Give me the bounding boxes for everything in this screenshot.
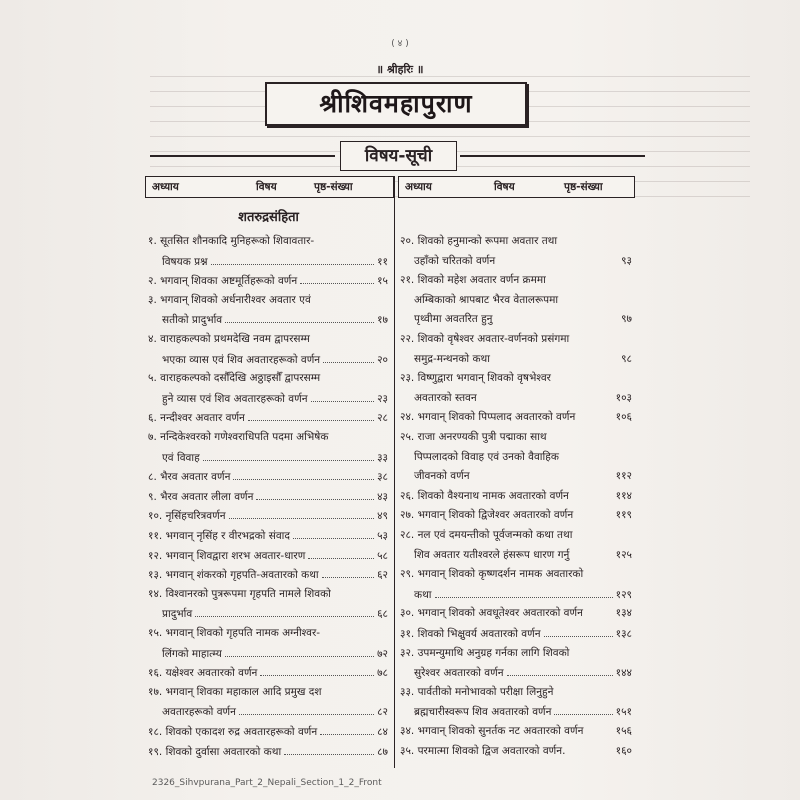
leader-dots: [233, 469, 374, 480]
toc-page-number: १५: [377, 275, 388, 288]
toc-entry-text: प्रादुर्भाव: [162, 608, 193, 621]
leader-dots: [225, 646, 374, 657]
toc-entry-text: लिंगको माहात्म्य: [162, 647, 222, 660]
leader-dots: [211, 254, 375, 265]
toc-line: [148, 312, 388, 330]
toc-line: [400, 293, 632, 311]
toc-page-number: ९३: [621, 254, 632, 267]
toc-line: [400, 254, 632, 272]
toc-entry-text: ११. भगवान् नृसिंह र वीरभद्रको संवाद: [148, 530, 290, 542]
table-header-right: [398, 176, 635, 198]
toc-page-number: ४९: [377, 510, 388, 523]
subtitle-rule-left: [150, 155, 335, 157]
subtitle: विषय-सूची: [340, 141, 457, 171]
toc-line: [400, 489, 632, 507]
toc-entry-text: ९. भैरव अवतार लीला वर्णन: [148, 490, 254, 503]
leader-dots: [496, 312, 619, 322]
leader-dots: [507, 665, 613, 676]
toc-line: [148, 646, 388, 664]
toc-line: [400, 646, 632, 664]
toc-page-number: ९७: [621, 313, 632, 326]
toc-line: [400, 704, 632, 722]
toc-page-number: १६०: [615, 744, 632, 757]
toc-entry-text: ३३. पार्वतीको मनोभावको परीक्षा लिनुहुने: [400, 685, 554, 698]
toc-entry-text: १९. शिवको दुर्वासा अवतारको कथा: [148, 745, 282, 758]
toc-entry-text: सतीको प्रादुर्भाव: [162, 314, 223, 327]
leader-dots: [572, 548, 612, 558]
toc-line: [148, 352, 388, 370]
subtitle-rule-right: [460, 155, 645, 157]
toc-entry-text: २२. शिवको वृषेश्वर अवतार-वर्णनको प्रसंगमा: [400, 333, 570, 345]
toc-page-number: ८२: [377, 706, 388, 719]
toc-page-number: ६२: [377, 569, 388, 582]
toc-line: [148, 371, 388, 389]
leader-dots: [229, 508, 375, 519]
toc-line: [400, 273, 632, 291]
header-subject: विषय: [494, 181, 515, 193]
toc-line: [148, 587, 388, 605]
toc-entry-text: १२. भगवान् शिवद्वारा शरभ अवतार-धारण: [148, 549, 306, 562]
leader-dots: [572, 489, 613, 499]
toc-entry-text: अवतारको स्तवन: [414, 391, 477, 404]
toc-entry-text: २०. शिवको हनुमान्को रूपमा अवतार तथा: [400, 235, 558, 247]
toc-line: [400, 391, 632, 409]
toc-line: [400, 469, 632, 487]
toc-line: [148, 508, 388, 526]
toc-line: [400, 665, 632, 683]
invocation: ॥ श्रीहरिः ॥: [376, 63, 424, 76]
toc-page-number: ११२: [615, 470, 632, 483]
column-divider: [394, 176, 395, 768]
toc-entry-text: ७. नन्दिकेश्वरको गणेश्वराधिपति पदमा अभिषेक: [148, 431, 329, 443]
toc-page-number: ६८: [377, 608, 388, 621]
toc-line: [148, 685, 388, 703]
toc-page-number: २३: [377, 392, 388, 405]
leader-dots: [260, 665, 374, 676]
toc-line: [400, 312, 632, 330]
toc-entry-text: ३५. परमात्मा शिवको द्विज अवतारको वर्णन.: [400, 744, 566, 757]
toc-line: [400, 528, 632, 546]
toc-entry-text: ६. नन्दीश्वर अवतार वर्णन: [148, 412, 245, 425]
section-heading: शतरुद्रसंहिता: [238, 210, 299, 225]
leader-dots: [480, 391, 613, 401]
toc-entry-text: अवतारहरूको वर्णन: [162, 706, 236, 719]
toc-page-number: ११: [377, 255, 388, 268]
leader-dots: [195, 606, 374, 617]
toc-page-number: ३८: [377, 471, 388, 484]
leader-dots: [311, 391, 375, 402]
toc-line: [148, 606, 388, 624]
toc-page-number: १०३: [615, 391, 632, 404]
leader-dots: [576, 508, 612, 518]
toc-entry-text: उहाँको चरितको वर्णन: [414, 254, 496, 267]
toc-line: [148, 489, 388, 507]
toc-line: [148, 450, 388, 468]
toc-entry-text: शिव अवतार यतीश्वरले हंसरूप धारण गर्नु: [414, 548, 570, 561]
toc-page-number: ३३: [377, 451, 388, 464]
toc-page-number: २०: [377, 353, 388, 366]
toc-line: [400, 606, 632, 624]
toc-line: [148, 626, 388, 644]
toc-entry-text: २३. विष्णुद्वारा भगवान् शिवको वृषभेश्वर: [400, 372, 551, 385]
leader-dots: [498, 254, 618, 264]
toc-entry-text: भएका व्यास एवं शिव अवतारहरूको वर्णन: [162, 353, 321, 366]
table-header-left: [145, 176, 394, 198]
toc-entry-text: कथा: [414, 588, 432, 601]
leader-dots: [435, 587, 613, 598]
toc-line: [148, 391, 388, 409]
toc-line: [148, 567, 388, 585]
leader-dots: [256, 489, 374, 500]
leader-dots: [544, 626, 613, 637]
toc-entry-text: २८. नल एवं दमयन्तीको पूर्वजन्मको कथा तथा: [400, 529, 573, 541]
toc-entry-text: ३४. भगवान् शिवको सुनर्तक नट अवतारको वर्णन: [400, 725, 584, 737]
toc-page-number: १२९: [615, 588, 632, 601]
header-chapter: अध्याय: [405, 181, 432, 193]
toc-line: [400, 724, 632, 742]
toc-line: [148, 704, 388, 722]
toc-page-number: ७२: [377, 647, 388, 660]
toc-entry-text: १०. नृसिंहचरित्रवर्णन: [148, 510, 226, 523]
leader-dots: [308, 548, 374, 559]
leader-dots: [248, 410, 374, 421]
toc-line: [148, 293, 388, 311]
toc-line: [148, 528, 388, 546]
toc-line: [400, 371, 632, 389]
toc-line: [148, 724, 388, 742]
toc-page-number: १४४: [615, 667, 632, 680]
toc-line: [400, 352, 632, 370]
toc-entry-text: २१. शिवको महेश अवतार वर्णन क्रममा: [400, 274, 546, 287]
toc-line: [148, 469, 388, 487]
leader-dots: [586, 724, 612, 734]
subtitle-row: [150, 141, 645, 171]
toc-page-number: ५३: [377, 530, 388, 542]
toc-line: [400, 685, 632, 703]
toc-page-number: १५६: [615, 725, 632, 737]
toc-line: [400, 430, 632, 448]
leader-dots: [293, 528, 374, 539]
toc-page-number: १०६: [615, 411, 632, 424]
toc-line: [400, 626, 632, 644]
toc-line: [148, 273, 388, 291]
toc-page-number: ४३: [377, 490, 388, 503]
toc-entry-text: सुरेश्वर अवतारको वर्णन: [414, 667, 504, 680]
toc-page-number: ५८: [377, 549, 388, 562]
toc-entry-text: ८. भैरव अवतार वर्णन: [148, 471, 231, 484]
toc-page-number: ८४: [377, 726, 388, 738]
toc-line: [400, 332, 632, 350]
leader-dots: [586, 606, 613, 616]
leader-dots: [554, 704, 612, 715]
leader-dots: [239, 704, 374, 715]
toc-line: [148, 410, 388, 428]
toc-entry-text: ४. वाराहकल्पको प्रथमदेखि नवम द्वापरसम्म: [148, 333, 310, 345]
header-page: पृष्ठ-संख्या: [314, 181, 353, 193]
leader-dots: [568, 744, 612, 754]
toc-entry-text: १७. भगवान् शिवका महाकाल आदि प्रमुख दश: [148, 685, 322, 698]
toc-entry-text: २६. शिवको वैश्यनाथ नामक अवतारको वर्णन: [400, 489, 569, 502]
leader-dots: [322, 567, 374, 578]
toc-entry-text: १. सूतसित शौनकादि मुनिहरूको शिवावतार-: [148, 235, 315, 247]
toc-entry-text: पृथ्वीमा अवतरित हुनु: [414, 313, 493, 326]
toc-line: [400, 587, 632, 605]
header-chapter: अध्याय: [152, 181, 179, 193]
file-footer: 2326_Sihvpurana_Part_2_Nepali_Section_1_2_Front: [152, 778, 382, 788]
toc-line: [400, 410, 632, 428]
toc-page-number: १५१: [615, 706, 632, 719]
toc-line: [148, 254, 388, 272]
page-title: श्रीशिवमहापुराण: [265, 82, 527, 126]
toc-entry-text: विषयक प्रश्न: [162, 255, 208, 268]
toc-entry-text: ३. भगवान् शिवको अर्धनारीश्वर अवतार एवं: [148, 293, 311, 306]
toc-page-number: ११४: [615, 489, 632, 502]
leader-dots: [320, 724, 374, 735]
toc-page-number: ८७: [377, 745, 388, 758]
toc-entry-text: ३१. शिवको भिक्षुवर्य अवतारको वर्णन: [400, 628, 541, 640]
toc-entry-text: हुने व्यास एवं शिव अवतारहरूको वर्णन: [162, 392, 308, 405]
toc-entry-text: पिप्पलादको विवाह एवं उनको वैवाहिक: [414, 450, 559, 463]
toc-entry-text: २५. राजा अनरण्यकी पुत्री पद्माका साथ: [400, 431, 547, 443]
toc-line: [400, 234, 632, 252]
toc-entry-text: अम्बिकाको श्रापबाट भैरव वेतालरूपमा: [414, 293, 559, 306]
page-number: ( ४ ): [391, 39, 409, 49]
toc-line: [400, 508, 632, 526]
toc-entry-text: १४. विश्वानरको पुत्ररूपमा गृहपति नामले शिवको: [148, 587, 331, 600]
toc-page-number: १७: [377, 314, 388, 327]
toc-line: [148, 744, 388, 762]
toc-entry-text: २७. भगवान् शिवको द्विजेश्वर अवतारको वर्णन: [400, 509, 574, 522]
leader-dots: [473, 469, 613, 479]
toc-page-number: १३४: [615, 607, 632, 620]
toc-line: [148, 665, 388, 683]
toc-entry-text: २. भगवान् शिवका अष्टमूर्तिहरूको वर्णन: [148, 275, 298, 288]
leader-dots: [578, 410, 612, 420]
leader-dots: [225, 312, 374, 323]
toc-line: [148, 430, 388, 448]
toc-line: [400, 744, 632, 762]
toc-entry-text: २४. भगवान् शिवको पिप्पलाद अवतारको वर्णन: [400, 411, 576, 424]
leader-dots: [203, 450, 374, 461]
toc-page-number: ११९: [615, 509, 632, 522]
toc-entry-text: ३०. भगवान् शिवको अवधूतेश्वर अवतारको वर्णन: [400, 607, 583, 620]
toc-page-number: १३८: [615, 628, 632, 640]
leader-dots: [493, 352, 618, 362]
header-page: पृष्ठ-संख्या: [564, 181, 603, 193]
toc-line: [148, 332, 388, 350]
toc-entry-text: जीवनको वर्णन: [414, 470, 470, 483]
toc-entry-text: १३. भगवान् शंकरको गृहपति-अवतारको कथा: [148, 569, 319, 582]
toc-line: [148, 548, 388, 566]
toc-page-number: १२५: [615, 548, 632, 561]
toc-page-number: ९८: [621, 352, 632, 365]
toc-line: [148, 234, 388, 252]
toc-line: [400, 567, 632, 585]
leader-dots: [284, 744, 374, 755]
leader-dots: [323, 352, 374, 363]
toc-entry-text: १५. भगवान् शिवको गृहपति नामक अग्नीश्वर-: [148, 627, 321, 639]
toc-line: [400, 450, 632, 468]
leader-dots: [300, 273, 374, 284]
toc-entry-text: २९. भगवान् शिवको कृष्णदर्शन नामक अवतारको: [400, 568, 584, 581]
toc-line: [400, 548, 632, 566]
toc-entry-text: एवं विवाह: [162, 451, 200, 464]
toc-entry-text: ३२. उपमन्युमाथि अनुग्रह गर्नका लागि शिवको: [400, 646, 570, 659]
toc-entry-text: ब्रह्मचारीस्वरूप शिव अवतारको वर्णन: [414, 706, 552, 719]
toc-entry-text: १६. यक्षेश्वर अवतारको वर्णन: [148, 667, 258, 680]
toc-page-number: ७८: [377, 667, 388, 680]
toc-entry-text: १८. शिवको एकादश रुद्र अवतारहरूको वर्णन: [148, 726, 318, 738]
header-subject: विषय: [256, 181, 277, 193]
toc-entry-text: समुद्र-मन्थनको कथा: [414, 352, 490, 365]
toc-page-number: २८: [377, 412, 388, 425]
toc-entry-text: ५. वाराहकल्पको दसौँदेखि अठ्ठाइसौँ द्वापरसम्म: [148, 372, 321, 385]
